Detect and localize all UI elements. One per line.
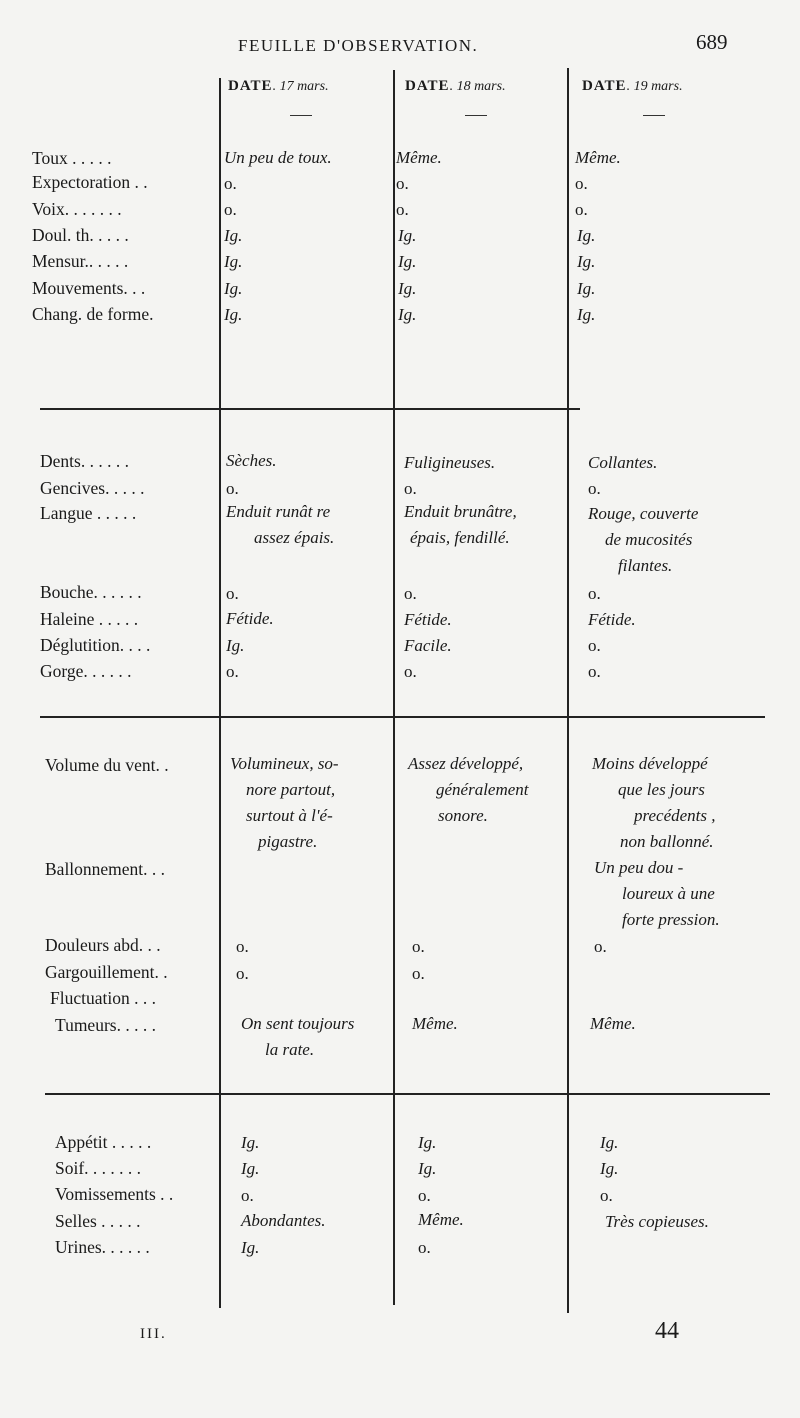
row-label: Mensur.. . . . . xyxy=(32,251,129,271)
row-label: Langue . . . . . xyxy=(40,503,137,523)
row-label: Selles . . . . . xyxy=(55,1211,141,1231)
cell: Ig. xyxy=(398,226,417,245)
cell: Ig. xyxy=(398,305,417,324)
cell: o. xyxy=(226,584,239,603)
date-value: . 17 mars. xyxy=(272,79,329,94)
date-label: DATE xyxy=(582,78,627,94)
cell: o. xyxy=(404,479,417,498)
cell-line: Rouge, couverte xyxy=(588,504,699,523)
cell: Ig. xyxy=(241,1159,260,1178)
cell: o. xyxy=(404,662,417,681)
row-label: Fluctuation . . . xyxy=(50,988,156,1008)
cell: Fétide. xyxy=(588,610,636,629)
cell: o. xyxy=(226,479,239,498)
cell: Ig. xyxy=(577,305,596,324)
cell-line: épais, fendillé. xyxy=(410,528,510,547)
cell: Même. xyxy=(575,148,621,167)
column-divider xyxy=(567,68,569,1313)
cell: o. xyxy=(588,479,601,498)
row-label: Toux . . . . . xyxy=(32,148,112,168)
cell: Ig. xyxy=(418,1159,437,1178)
cell: Ig. xyxy=(224,226,243,245)
cell: o. xyxy=(224,200,237,219)
date-header-1 xyxy=(228,78,329,95)
row-label: Tumeurs. . . . . xyxy=(55,1015,156,1035)
cell: Facile. xyxy=(404,636,452,655)
cell-line: sonore. xyxy=(438,806,488,825)
cell: Ig. xyxy=(241,1133,260,1152)
cell: o. xyxy=(588,636,601,655)
cell: o. xyxy=(412,937,425,956)
cell: Ig. xyxy=(226,636,245,655)
cell: Un peu de toux. xyxy=(224,148,332,167)
cell: Même. xyxy=(396,148,442,167)
row-label: Expectoration . . xyxy=(32,172,148,192)
cell-line: surtout à l'é- xyxy=(246,806,333,825)
row-label: Haleine . . . . . xyxy=(40,609,139,629)
row-label: Chang. de forme. xyxy=(32,304,154,324)
cell: Collantes. xyxy=(588,453,658,472)
cell: Fétide. xyxy=(404,610,452,629)
header-rule xyxy=(290,115,312,116)
date-label: DATE xyxy=(405,78,450,94)
row-label: Dents. . . . . . xyxy=(40,451,129,471)
date-header-3 xyxy=(582,78,683,95)
row-label: Doul. th. . . . . xyxy=(32,225,129,245)
date-label: DATE xyxy=(228,78,273,94)
section-divider xyxy=(40,716,765,718)
cell-line: loureux à une xyxy=(622,884,715,903)
cell: o. xyxy=(236,964,249,983)
cell: o. xyxy=(600,1186,613,1205)
cell: o. xyxy=(588,662,601,681)
cell: o. xyxy=(412,964,425,983)
cell: Ig. xyxy=(398,279,417,298)
cell: o. xyxy=(404,584,417,603)
cell: o. xyxy=(588,584,601,603)
cell: o. xyxy=(594,937,607,956)
cell-line: que les jours xyxy=(618,780,705,799)
cell-line: assez épais. xyxy=(254,528,335,547)
cell-line: Assez développé, xyxy=(408,754,524,773)
row-label: Appétit . . . . . xyxy=(55,1132,152,1152)
cell-line: forte pression. xyxy=(622,910,720,929)
row-label: Volume du vent. . xyxy=(45,755,169,775)
cell: o. xyxy=(236,937,249,956)
cell: o. xyxy=(241,1186,254,1205)
row-label: Voix. . . . . . . xyxy=(32,199,122,219)
section-divider xyxy=(40,408,580,410)
cell-line: Enduit runât re xyxy=(226,502,331,521)
column-divider xyxy=(219,78,221,1308)
cell: Ig. xyxy=(600,1159,619,1178)
date-header-2 xyxy=(405,78,506,95)
row-label: Ballonnement. . . xyxy=(45,859,166,879)
row-label: Soif. . . . . . . xyxy=(55,1158,142,1178)
cell: Même. xyxy=(590,1014,636,1033)
cell: o. xyxy=(575,174,588,193)
cell: Ig. xyxy=(224,305,243,324)
cell-line: nore partout, xyxy=(246,780,336,799)
cell-line: On sent toujours xyxy=(241,1014,355,1033)
row-label: Douleurs abd. . . xyxy=(45,935,161,955)
cell: Sèches. xyxy=(226,451,277,470)
cell: Ig. xyxy=(398,252,417,271)
cell-line: Enduit brunâtre, xyxy=(404,502,517,521)
cell-line: de mucosités xyxy=(605,530,693,549)
cell: Ig. xyxy=(577,226,596,245)
row-label: Gargouillement. . xyxy=(45,962,168,982)
page-title: FEUILLE D'OBSERVATION. xyxy=(238,36,479,55)
cell: o. xyxy=(396,174,409,193)
cell: Très copieuses. xyxy=(605,1212,709,1231)
cell: Ig. xyxy=(600,1133,619,1152)
header-rule xyxy=(643,115,665,116)
row-label: Vomissements . . xyxy=(55,1184,174,1204)
cell-line: non ballonné. xyxy=(620,832,714,851)
cell: o. xyxy=(396,200,409,219)
date-value: . 18 mars. xyxy=(449,79,506,94)
cell-line: Moins développé xyxy=(592,754,708,773)
cell: Ig. xyxy=(418,1133,437,1152)
cell: o. xyxy=(418,1238,431,1257)
cell: Fétide. xyxy=(226,609,274,628)
cell: Ig. xyxy=(577,252,596,271)
date-value: . 19 mars. xyxy=(626,79,683,94)
cell: Abondantes. xyxy=(241,1211,326,1230)
cell-line: la rate. xyxy=(265,1040,315,1059)
cell-line: precédents , xyxy=(634,806,716,825)
cell-line: Volumineux, so- xyxy=(230,754,339,773)
cell-line: généralement xyxy=(436,780,529,799)
cell: Ig. xyxy=(224,252,243,271)
sheet-number: 44 xyxy=(655,1318,679,1344)
cell-line: filantes. xyxy=(618,556,673,575)
cell-line: Un peu dou - xyxy=(594,858,684,877)
row-label: Gencives. . . . . xyxy=(40,478,145,498)
cell: o. xyxy=(226,662,239,681)
cell: Ig. xyxy=(224,279,243,298)
page-number: 689 xyxy=(696,30,728,54)
row-label: Bouche. . . . . . xyxy=(40,582,142,602)
section-divider xyxy=(45,1093,770,1095)
cell: Même. xyxy=(412,1014,458,1033)
cell: Fuligineuses. xyxy=(404,453,496,472)
row-label: Mouvements. . . xyxy=(32,278,146,298)
cell: Ig. xyxy=(577,279,596,298)
cell: o. xyxy=(224,174,237,193)
cell: o. xyxy=(418,1186,431,1205)
column-divider xyxy=(393,70,395,1305)
row-label: Urines. . . . . . xyxy=(55,1237,150,1257)
row-label: Déglutition. . . . xyxy=(40,635,151,655)
signature-mark: III. xyxy=(140,1326,167,1342)
cell: Ig. xyxy=(241,1238,260,1257)
header-rule xyxy=(465,115,487,116)
cell: o. xyxy=(575,200,588,219)
cell-line: pigastre. xyxy=(258,832,318,851)
row-label: Gorge. . . . . . xyxy=(40,661,132,681)
cell: Même. xyxy=(418,1210,464,1229)
